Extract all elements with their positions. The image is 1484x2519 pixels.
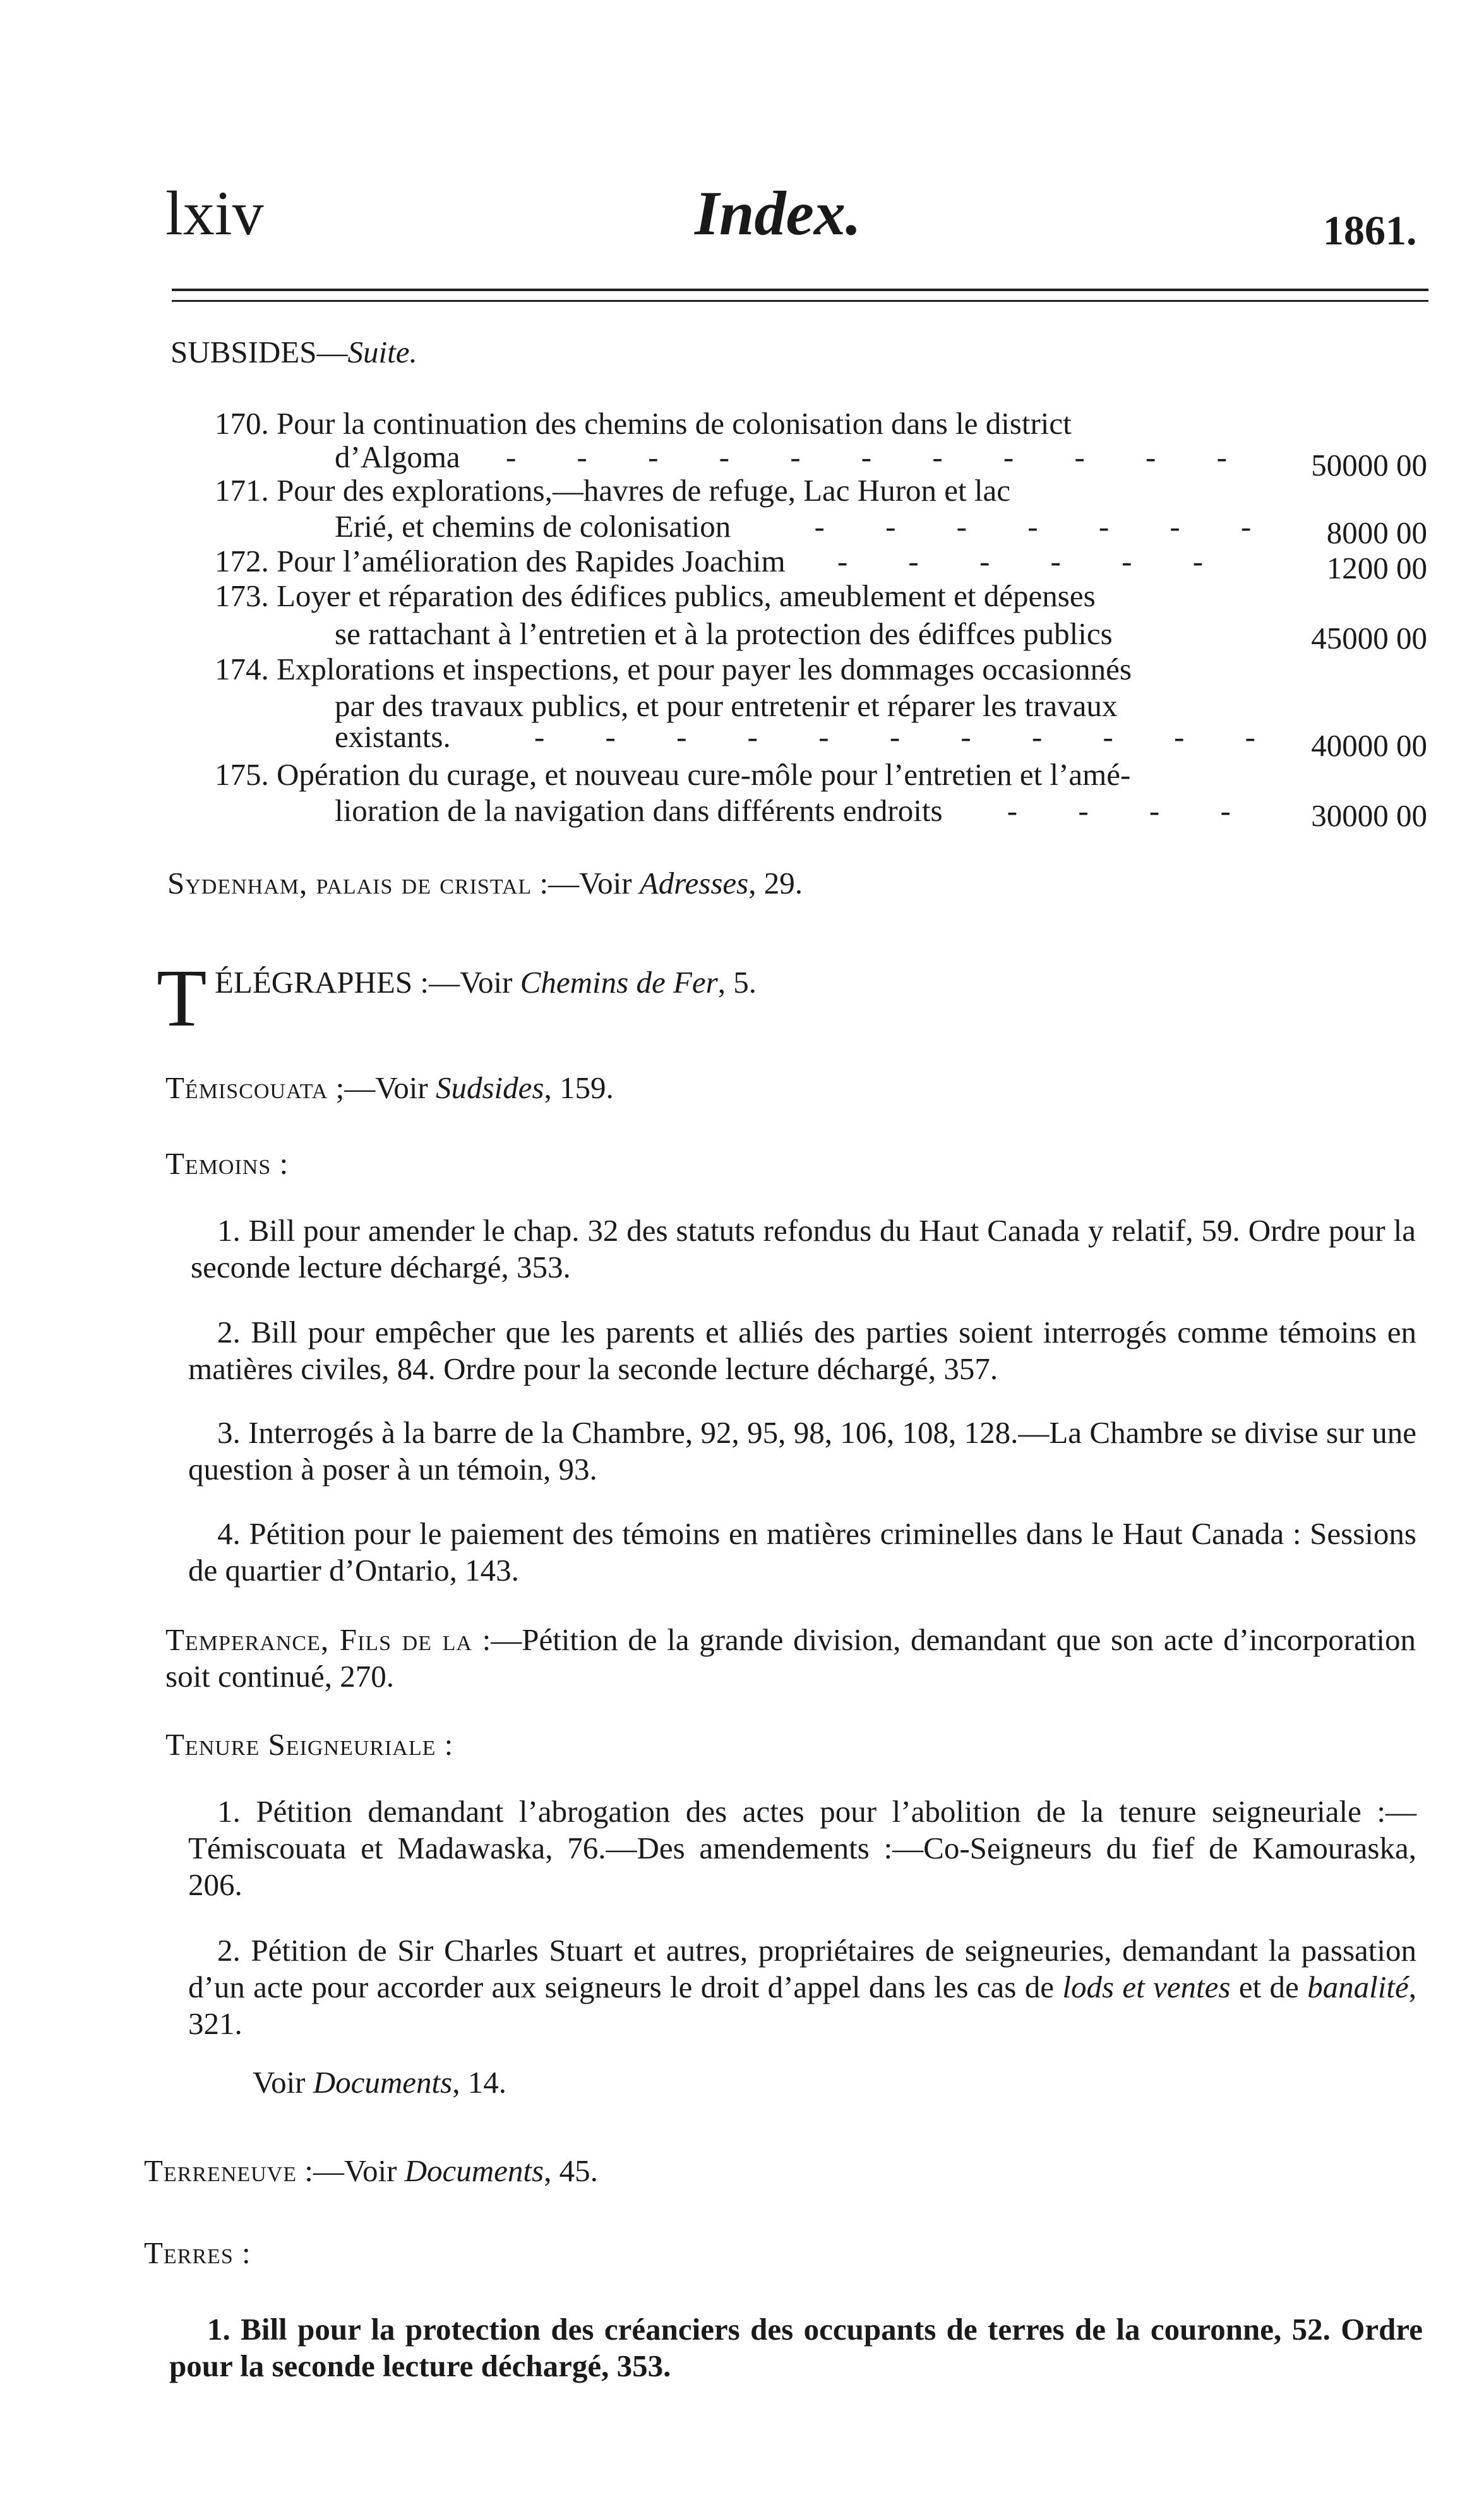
subsides-amount-170: 50000 00 <box>1311 448 1427 482</box>
terres-item-1: 1. Bill pour la protection des créanciers des occupants de terres de la couronne, 52. Ordre pour la seconde lecture déchargé, 353. <box>169 2312 1423 2383</box>
tenure-item-2 <box>188 1932 1416 2042</box>
page-header <box>0 158 1484 272</box>
item-number: 170. <box>215 406 269 441</box>
item-text: Explorations et inspections, et pour payer les dommages occasionnés <box>277 652 1132 686</box>
header-rule-top <box>172 289 1428 291</box>
subsides-amount-174: 40000 00 <box>1311 728 1427 763</box>
item-text-cont: existants. <box>335 719 451 754</box>
item-number: 172. <box>215 544 269 578</box>
item-text-cont: lioration de la navigation dans différents endroits <box>335 793 943 828</box>
subsides-item-174-cont <box>335 688 1117 724</box>
entry-sydenham <box>167 866 803 901</box>
entry-text: :—Pétition de la grande division, demandant que son acte d’incorporation soit continué, 270. <box>165 1622 1416 1694</box>
subsides-amount-172: 1200 00 <box>1326 551 1427 585</box>
item-text: Pour des explorations,—havres de refuge, Lac Huron et lac <box>277 473 1010 508</box>
entry-head: Temperance, Fils de la <box>165 1622 472 1657</box>
item-text-cont: par des travaux publics, et pour entretenir et réparer les travaux <box>335 688 1118 723</box>
page-number: lxiv <box>165 178 264 248</box>
temoins-item-1: 1. Bill pour amender le chap. 32 des statuts refondus du Haut Canada y relatif, 59. Ordre pour la seconde lecture déchargé, 353. <box>191 1213 1416 1284</box>
entry-temperance <box>165 1622 1416 1695</box>
item-text: Opération du curage, et nouveau cure-môle pour l’entretien et l’amé- <box>277 757 1131 792</box>
entry-page: , 45. <box>544 2153 598 2188</box>
dot-leader: - - - - - - - <box>814 509 1278 544</box>
subsides-heading-main: SUBSIDES— <box>171 335 348 369</box>
subsides-heading <box>171 335 417 370</box>
tenure-item-2-text-b: et de <box>1230 1970 1308 2004</box>
item-text-cont: Erié, et chemins de colonisation <box>335 509 731 544</box>
entry-ref: Adresses <box>639 866 749 900</box>
entry-head: ÉLÉGRAPHES <box>215 965 413 1000</box>
voir-ref: Documents <box>313 2065 453 2100</box>
subsides-item-174 <box>215 652 1132 687</box>
subsides-item-175-cont <box>335 793 1257 829</box>
item-number: 174. <box>215 652 269 686</box>
item-number: 171. <box>215 473 269 508</box>
entry-head: Sydenham, palais de cristal <box>167 866 532 900</box>
subsides-heading-suite: Suite. <box>347 335 417 369</box>
entry-sep: :—Voir <box>412 965 520 1000</box>
dot-leader: - - - - - - - - - - - <box>505 440 1254 474</box>
entry-temiscouata <box>165 1070 614 1106</box>
tenure-item-2-text: 2. Pétition de Sir Charles Stuart et autres, propriétaires de seigneuries, demandant la passation d’un acte pour accorder aux seigneurs le droit d’appel dans les cas de <box>188 1933 1416 2004</box>
year: 1861. <box>1323 208 1417 254</box>
entry-ref: Chemins de Fer <box>520 965 718 1000</box>
dot-leader: - - - - <box>1007 793 1257 828</box>
subsides-item-171 <box>215 473 1010 508</box>
voir-label: Voir <box>253 2065 313 2100</box>
temoins-item-4: 4. Pétition pour le paiement des témoins en matières criminelles dans le Haut Canada : Sessions de quartier d’Ontario, 143. <box>188 1516 1416 1588</box>
entry-sep: :—Voir <box>297 2153 405 2188</box>
entry-head: Témiscouata <box>165 1070 328 1105</box>
entry-page: , 159. <box>544 1070 614 1105</box>
temoins-item-3: 3. Interrogés à la barre de la Chambre, 92, 95, 98, 106, 108, 128.—La Chambre se divise sur une question à poser à un témoin, 93. <box>188 1415 1416 1487</box>
dot-leader: - - - - - - - - - - - <box>534 719 1282 754</box>
entry-ref: Sudsides <box>435 1070 544 1105</box>
subsides-item-170 <box>215 406 1072 441</box>
item-text: Loyer et réparation des édifices publics, ameublement et dépenses <box>277 578 1096 613</box>
entry-telegraphes <box>215 965 757 1000</box>
entry-temoins-head: Temoins : <box>165 1146 289 1181</box>
subsides-amount-171: 8000 00 <box>1326 515 1427 550</box>
subsides-amount-175: 30000 00 <box>1311 798 1427 833</box>
tenure-voir <box>253 2065 506 2100</box>
entry-page: , 29. <box>748 866 803 900</box>
subsides-item-173 <box>215 578 1096 614</box>
running-title: Index. <box>695 178 861 248</box>
header-rule-bottom <box>172 300 1428 302</box>
entry-head: Terreneuve <box>144 2153 297 2188</box>
subsides-item-173-cont <box>335 616 1113 652</box>
item-number: 173. <box>215 578 269 613</box>
drop-cap-t: T <box>157 953 207 1044</box>
entry-tenure-head: Tenure Seigneuriale : <box>165 1727 454 1762</box>
subsides-item-171-cont <box>335 509 1278 544</box>
tenure-item-2-italic-1: lods et ventes <box>1062 1970 1231 2004</box>
tenure-item-1: 1. Pétition demandant l’abrogation des actes pour l’abolition de la tenure seigneuriale :—Témiscouata et Madawaska, 76.—Des amendements :—Co-Seigneurs du fief de Kamouraska, 206. <box>188 1794 1416 1902</box>
entry-page: , 5. <box>717 965 757 1000</box>
entry-sep: :—Voir <box>532 866 640 900</box>
entry-sep: ;—Voir <box>328 1070 436 1105</box>
voir-page: , 14. <box>452 2065 506 2100</box>
temoins-item-2: 2. Bill pour empêcher que les parents et alliés des parties soient interrogés comme témoins en matières civiles, 84. Ordre pour la seconde lecture déchargé, 357. <box>188 1315 1416 1386</box>
dot-leader: - - - - - - <box>837 544 1230 578</box>
subsides-item-170-cont <box>335 440 1254 475</box>
item-text: Pour la continuation des chemins de colonisation dans le district <box>277 406 1072 441</box>
tenure-item-2-italic-2: banalité <box>1307 1970 1409 2004</box>
subsides-amount-173: 45000 00 <box>1311 621 1427 655</box>
item-text-cont: se rattachant à l’entretien et à la protection des édiffces publics <box>335 616 1113 651</box>
item-text: Pour l’amélioration des Rapides Joachim <box>277 544 786 578</box>
item-number: 175. <box>215 757 269 792</box>
entry-terreneuve <box>144 2153 598 2189</box>
item-text-cont: d’Algoma <box>335 440 460 474</box>
subsides-item-172 <box>215 544 1230 579</box>
subsides-item-175 <box>215 757 1130 793</box>
subsides-item-174-cont2 <box>335 719 1282 755</box>
entry-terres-head: Terres : <box>144 2235 251 2270</box>
entry-ref: Documents <box>404 2153 544 2188</box>
tenure-item-2-text-c: , 321. <box>188 1970 1416 2041</box>
